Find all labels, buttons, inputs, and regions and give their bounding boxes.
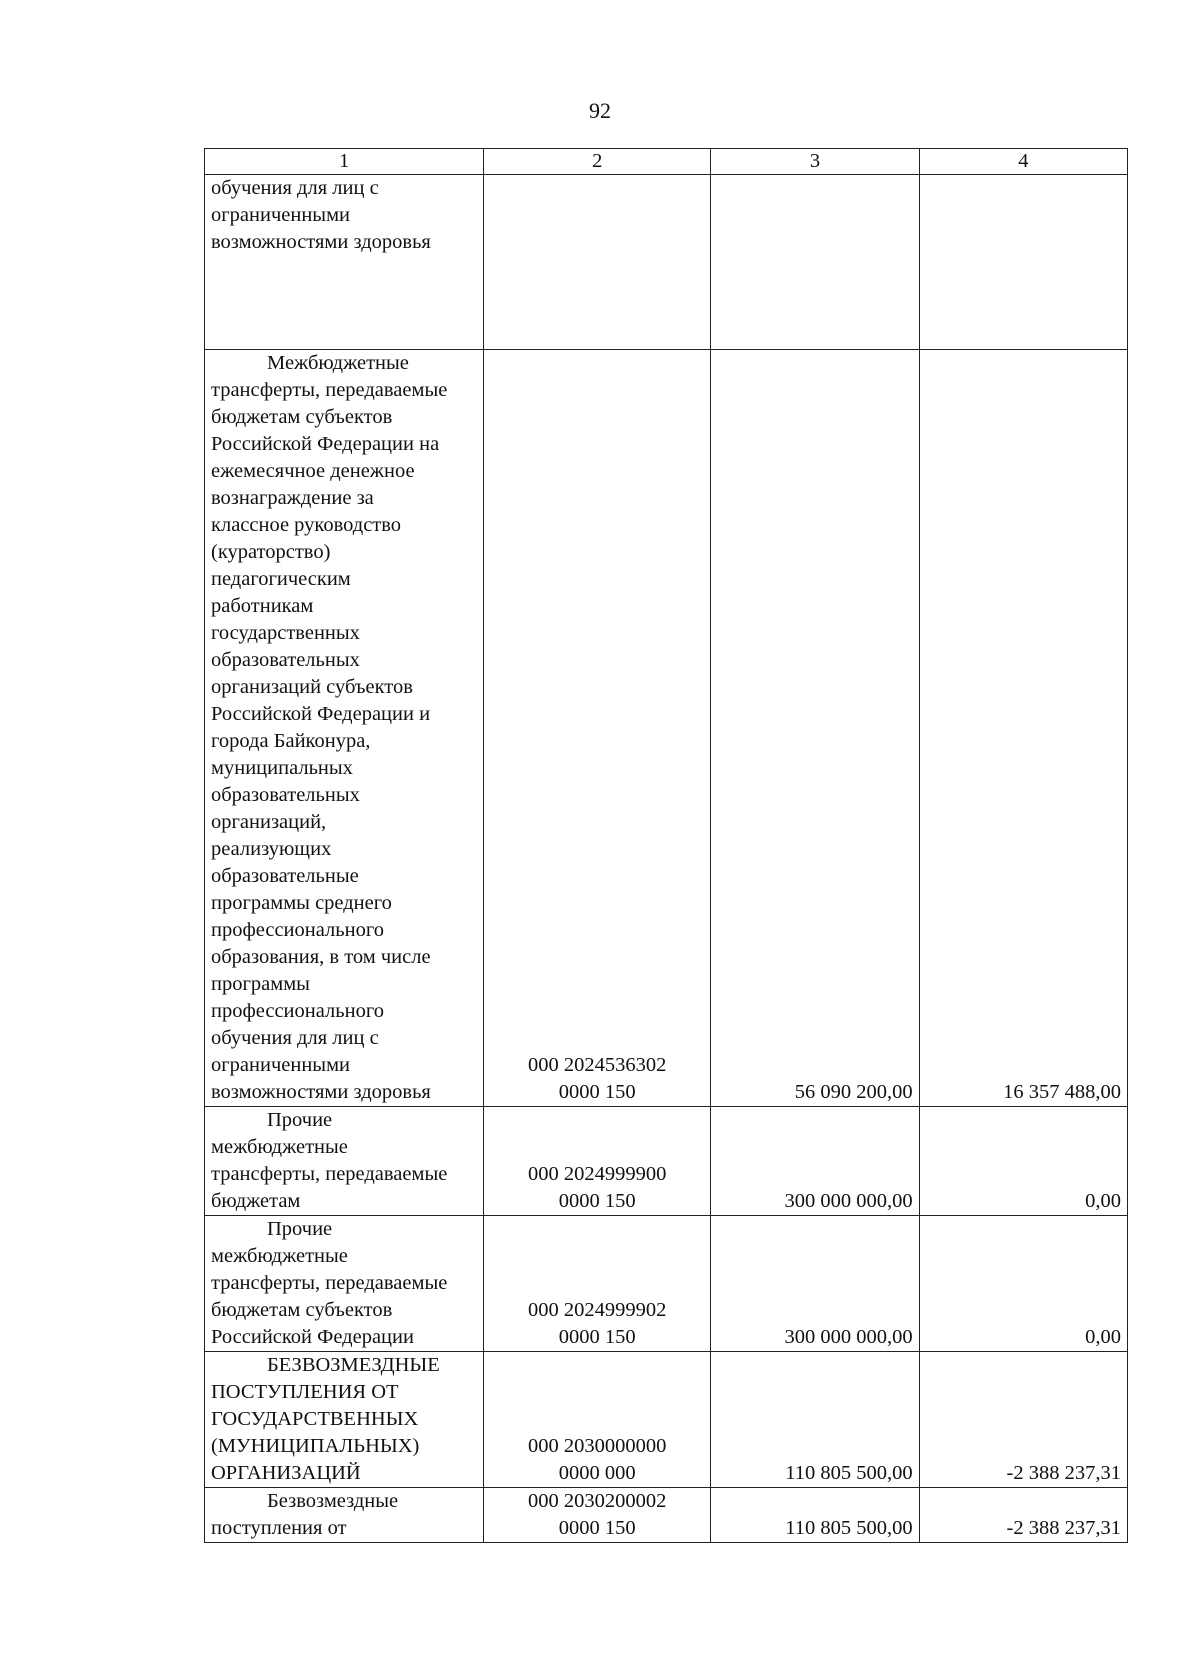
column-header-2: 2 <box>484 149 711 175</box>
table-row <box>205 1488 1128 1543</box>
description-line: обучения для лиц с <box>211 1027 379 1049</box>
description-line: ограниченными <box>211 204 351 226</box>
description-line: ограниченными <box>211 1054 351 1076</box>
description-line: профессионального <box>211 919 384 941</box>
code-line: 0000 150 <box>558 1190 636 1212</box>
description-line: Российской Федерации на <box>211 433 440 455</box>
description-line: Межбюджетные <box>267 352 409 374</box>
row-code <box>484 350 711 1107</box>
description-line: образовательных <box>211 649 360 671</box>
table-row <box>205 1352 1128 1488</box>
column-header-1: 1 <box>205 149 484 175</box>
column-header-3: 3 <box>711 149 919 175</box>
description-line: государственных <box>211 622 360 644</box>
row-code <box>484 1107 711 1216</box>
description-line: профессионального <box>211 1000 384 1022</box>
code-line: 000 2024536302 <box>528 1054 667 1076</box>
description-line: организаций, <box>211 811 327 833</box>
page-number: 92 <box>589 98 611 123</box>
row-description <box>205 1107 484 1216</box>
description-line: работникам <box>211 595 314 617</box>
description-line: ежемесячное денежное <box>211 460 415 482</box>
description-line: организаций субъектов <box>211 676 413 698</box>
description-line: Прочие <box>267 1109 333 1131</box>
description-line: трансферты, передаваемые <box>211 1163 448 1185</box>
column-header-4: 4 <box>919 149 1127 175</box>
row-description <box>205 1216 484 1352</box>
description-line: ГОСУДАРСТВЕННЫХ <box>211 1408 419 1430</box>
description-line: муниципальных <box>211 757 353 779</box>
row-code <box>484 1216 711 1352</box>
description-line: обучения для лиц с <box>211 177 379 199</box>
description-line: возможностями здоровья <box>211 1081 431 1103</box>
description-line: возможностями здоровья <box>211 231 431 253</box>
code-line: 0000 000 <box>558 1462 636 1484</box>
table-row <box>205 350 1128 1107</box>
description-line: образовательных <box>211 784 360 806</box>
row-description <box>205 175 484 350</box>
description-line: образования, в том числе <box>211 946 431 968</box>
description-line: (МУНИЦИПАЛЬНЫХ) <box>211 1435 420 1457</box>
row-value-col3 <box>711 350 919 1107</box>
row-description <box>205 1352 484 1488</box>
description-line: программы среднего <box>211 892 392 914</box>
value-col3: 110 805 500,00 <box>785 1517 913 1539</box>
description-line: программы <box>211 973 310 995</box>
description-line: образовательные <box>211 865 359 887</box>
description-line: педагогическим <box>211 568 351 590</box>
description-line: Безвозмездные <box>267 1490 399 1512</box>
value-col3: 110 805 500,00 <box>785 1462 913 1484</box>
code-line: 000 2030000000 <box>528 1435 667 1457</box>
description-line: бюджетам <box>211 1190 301 1212</box>
value-col4: 0,00 <box>1085 1190 1121 1212</box>
row-code <box>484 1488 711 1543</box>
description-line: реализующих <box>211 838 332 860</box>
table-body <box>205 175 1128 1543</box>
code-line: 0000 150 <box>558 1517 636 1539</box>
table-row <box>205 1107 1128 1216</box>
row-value-col4 <box>919 1107 1127 1216</box>
description-line: вознаграждение за <box>211 487 374 509</box>
row-value-col4 <box>919 1352 1127 1488</box>
description-line: бюджетам субъектов <box>211 406 393 428</box>
description-line: бюджетам субъектов <box>211 1299 393 1321</box>
row-description <box>205 1488 484 1543</box>
row-value-col3 <box>711 1352 919 1488</box>
row-value-col3 <box>711 1107 919 1216</box>
description-line: Российской Федерации <box>211 1326 414 1348</box>
table-header-row <box>205 149 1128 175</box>
table-row <box>205 175 1128 350</box>
row-code <box>484 1352 711 1488</box>
code-line: 000 2030200002 <box>528 1490 667 1512</box>
row-value-col3 <box>711 1216 919 1352</box>
row-value-col4 <box>919 350 1127 1107</box>
budget-table <box>204 148 1128 1543</box>
value-col4: 16 357 488,00 <box>1003 1081 1121 1103</box>
value-col3: 300 000 000,00 <box>784 1326 913 1348</box>
description-line: классное руководство <box>211 514 402 536</box>
description-line: Прочие <box>267 1218 333 1240</box>
description-line: ПОСТУПЛЕНИЯ ОТ <box>211 1381 399 1403</box>
description-line: ОРГАНИЗАЦИЙ <box>211 1462 361 1484</box>
code-line: 0000 150 <box>558 1326 636 1348</box>
description-line: (кураторство) <box>211 541 331 563</box>
description-line: БЕЗВОЗМЕЗДНЫЕ <box>267 1354 440 1376</box>
description-line: межбюджетные <box>211 1136 348 1158</box>
description-line: поступления от <box>211 1517 347 1539</box>
value-col4: 0,00 <box>1085 1326 1121 1348</box>
row-value-col3 <box>711 1488 919 1543</box>
description-line: трансферты, передаваемые <box>211 1272 448 1294</box>
description-line: города Байконура, <box>211 730 371 752</box>
row-value-col3 <box>711 175 919 350</box>
description-line: трансферты, передаваемые <box>211 379 448 401</box>
code-line: 000 2024999902 <box>528 1299 667 1321</box>
code-line: 000 2024999900 <box>528 1163 667 1185</box>
description-line: межбюджетные <box>211 1245 348 1267</box>
value-col4: -2 388 237,31 <box>1006 1462 1121 1484</box>
row-description <box>205 350 484 1107</box>
description-line: Российской Федерации и <box>211 703 431 725</box>
table-row <box>205 1216 1128 1352</box>
value-col3: 56 090 200,00 <box>794 1081 913 1103</box>
row-value-col4 <box>919 175 1127 350</box>
row-value-col4 <box>919 1488 1127 1543</box>
value-col4: -2 388 237,31 <box>1006 1517 1121 1539</box>
row-value-col4 <box>919 1216 1127 1352</box>
row-code <box>484 175 711 350</box>
value-col3: 300 000 000,00 <box>784 1190 913 1212</box>
code-line: 0000 150 <box>558 1081 636 1103</box>
